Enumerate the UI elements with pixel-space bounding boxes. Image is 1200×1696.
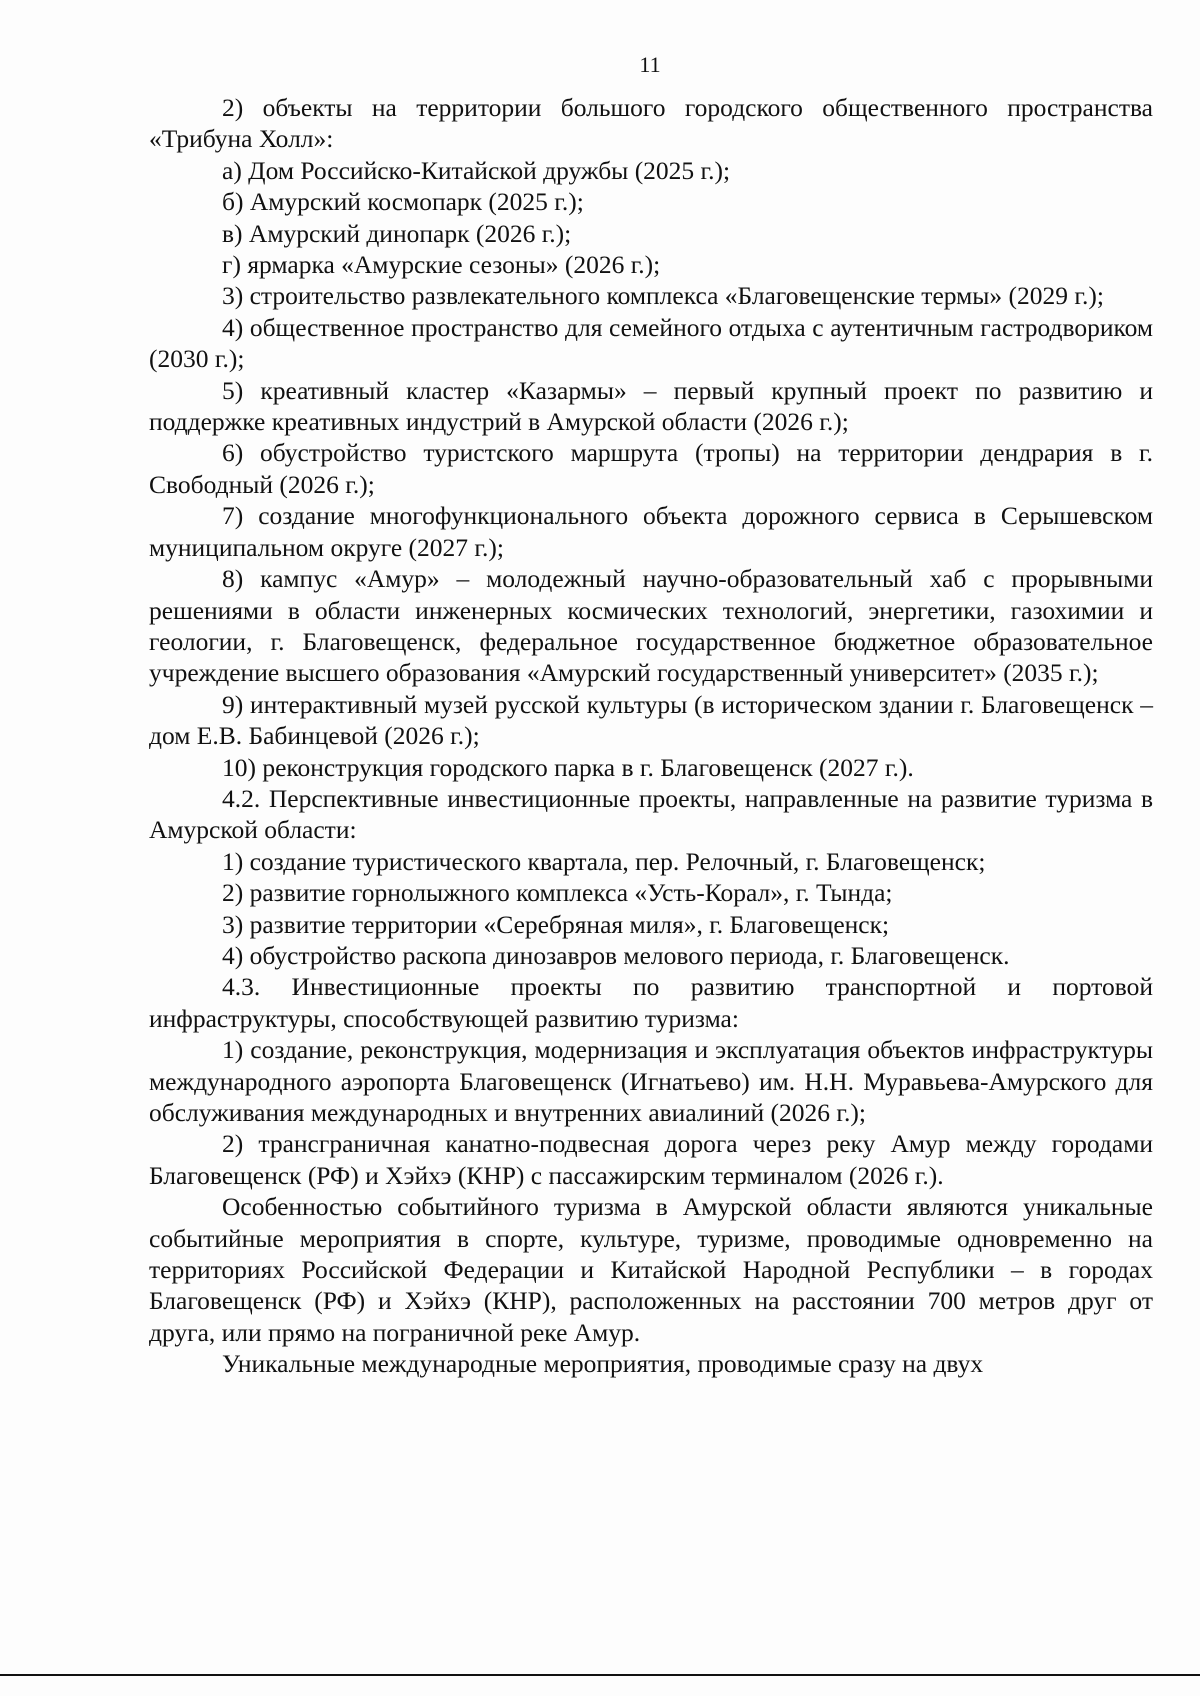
paragraph-item-4: 4) общественное пространство для семейного отдыха с аутентичным гастродвориком (2030 г.); bbox=[149, 312, 1153, 374]
paragraph-item-5: 5) креативный кластер «Казармы» – первый крупный проект по развитию и поддержке креативных индустрий в Амурской области (2026 г.); bbox=[149, 375, 1153, 437]
paragraph-subitem-g: г) ярмарка «Амурские сезоны» (2026 г.); bbox=[222, 250, 661, 280]
paragraph-4-2-item-1: 1) создание туристического квартала, пер. Релочный, г. Благовещенск; bbox=[222, 846, 986, 876]
paragraph-item-6: 6) обустройство туристского маршрута (тропы) на территории дендрария в г. Свободный (2026 г.); bbox=[149, 438, 1153, 499]
paragraph-item-3: 3) строительство развлекательного комплекса «Благовещенские термы» (2029 г.); bbox=[222, 281, 1104, 311]
paragraph-4-3-item-1: 1) создание, реконструкция, модернизация и эксплуатация объектов инфраструктуры международного аэропорта Благовещенск (Игнатьево) им. Н.Н. Муравьева-Амурского для обслуживания международных и внутренних авиалиний (2026 г.); bbox=[149, 1035, 1153, 1127]
paragraph-subitem-v: в) Амурский динопарк (2026 г.); bbox=[222, 218, 572, 248]
paragraph-subitem-b: б) Амурский космопарк (2025 г.); bbox=[222, 187, 584, 217]
document-body bbox=[149, 92, 1153, 1380]
paragraph-item-8: 8) кампус «Амур» – молодежный научно-образовательный хаб с прорывными решениями в области инженерных космических технологий, энергетики, газохимии и геологии, г. Благовещенск, федеральное государственное бюджетное образовательное учреждение высшего образования «Амурский государственный университет» (2035 г.); bbox=[149, 564, 1153, 688]
paragraph-section-4-2: 4.2. Перспективные инвестиционные проекты, направленные на развитие туризма в Амурской области: bbox=[149, 783, 1153, 845]
paragraph-item-10: 10) реконструкция городского парка в г. Благовещенск (2027 г.). bbox=[222, 752, 914, 782]
paragraph-4-2-item-2: 2) развитие горнолыжного комплекса «Усть-Корал», г. Тында; bbox=[222, 878, 893, 908]
paragraph-subitem-a: а) Дом Российско-Китайской дружбы (2025 г.); bbox=[222, 155, 731, 185]
paragraph-unique-events: Уникальные международные мероприятия, проводимые сразу на двух bbox=[222, 1349, 984, 1379]
paragraph-4-2-item-3: 3) развитие территории «Серебряная миля», г. Благовещенск; bbox=[222, 909, 890, 939]
paragraph-4-2-item-4: 4) обустройство раскопа динозавров мелового периода, г. Благовещенск. bbox=[222, 940, 1010, 970]
paragraph-item-2: 2) объекты на территории большого городского общественного пространства «Трибуна Холл»: bbox=[149, 93, 1153, 154]
paragraph-event-tourism: Особенностью событийного туризма в Амурской области являются уникальные событийные мероприятия в спорте, культуре, туризме, проводимые одновременно на территориях Российской Федерации и Китайской Народной Республики – в городах Благовещенск (РФ) и Хэйхэ (КНР), расположенных на расстоянии 700 метров друг от друга, или прямо на пограничной реке Амур. bbox=[149, 1192, 1153, 1347]
paragraph-item-7: 7) создание многофункционального объекта дорожного сервиса в Серышевском муниципальном округе (2027 г.); bbox=[149, 501, 1153, 562]
paragraph-section-4-3: 4.3. Инвестиционные проекты по развитию транспортной и портовой инфраструктуры, способствующей развитию туризма: bbox=[149, 972, 1153, 1033]
page-bottom-edge bbox=[0, 1674, 1200, 1676]
paragraph-item-9: 9) интерактивный музей русской культуры (в историческом здании г. Благовещенск – дом Е.В. Бабинцевой (2026 г.); bbox=[149, 689, 1153, 751]
page-number: 11 bbox=[639, 52, 661, 77]
paragraph-4-3-item-2: 2) трансграничная канатно-подвесная дорога через реку Амур между городами Благовещенск (РФ) и Хэйхэ (КНР) с пассажирским терминалом (2026 г.). bbox=[149, 1129, 1153, 1190]
